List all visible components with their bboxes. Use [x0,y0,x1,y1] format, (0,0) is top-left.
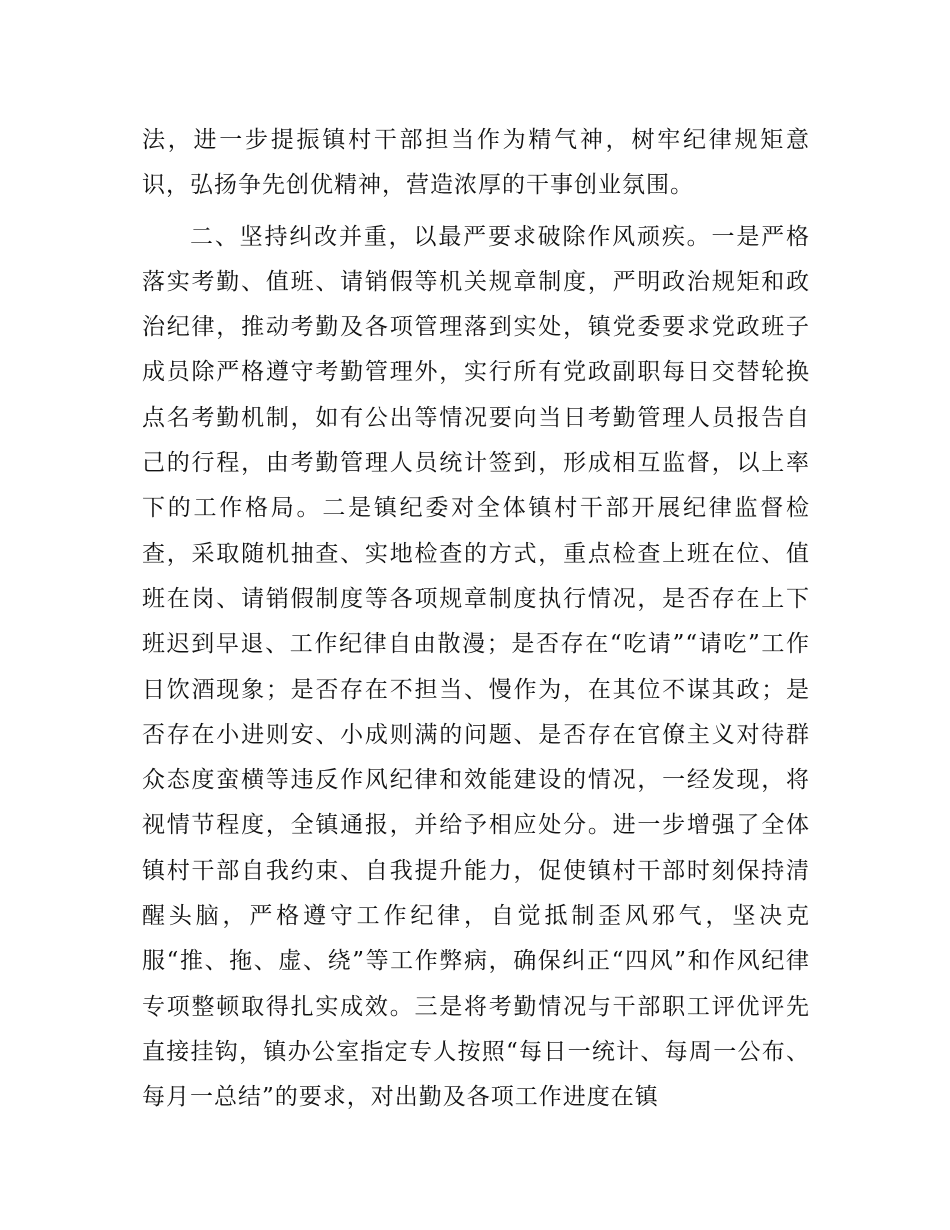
paragraph-continuation: 法，进一步提振镇村干部担当作为精气神，树牢纪律规矩意识，弘扬争先创优精神，营造浓厚的干事创业氛围。 [142,127,810,199]
document-page [142,118,810,1121]
paragraph-section-two: 二、坚持纠改并重，以最严要求破除作风顽疾。一是严格落实考勤、值班、请销假等机关规章制度，严明政治规矩和政治纪律，推动考勤及各项管理落到实处，镇党委要求党政班子成员除严格遵守考勤管理外，实行所有党政副职每日交替轮换点名考勤机制，如有公出等情况要向当日考勤管理人员报告自己的行程，由考勤管理人员统计签到，形成相互监督，以上率下的工作格局。二是镇纪委对全体镇村干部开展纪律监督检查，采取随机抽查、实地检查的方式，重点检查上班在位、值班在岗、请销假制度等各项规章制度执行情况，是否存在上下班迟到早退、工作纪律自由散漫；是否存在“吃请”“请吃”工作日饮酒现象；是否存在不担当、慢作为，在其位不谋其政；是否存在小进则安、小成则满的问题、是否存在官僚主义对待群众态度蛮横等违反作风纪律和效能建设的情况，一经发现，将视情节程度，全镇通报，并给予相应处分。进一步增强了全体镇村干部自我约束、自我提升能力，促使镇村干部时刻保持清醒头脑，严格遵守工作纪律，自觉抵制歪风邪气，坚决克服“推、拖、虚、绕”等工作弊病，确保纠正“四风”和作风纪律专项整顿取得扎实成效。三是将考勤情况与干部职工评优评先直接挂钩，镇办公室指定专人按照“每日一统计、每周一公布、每月一总结”的要求，对出勤及各项工作进度在镇 [142,223,810,1111]
